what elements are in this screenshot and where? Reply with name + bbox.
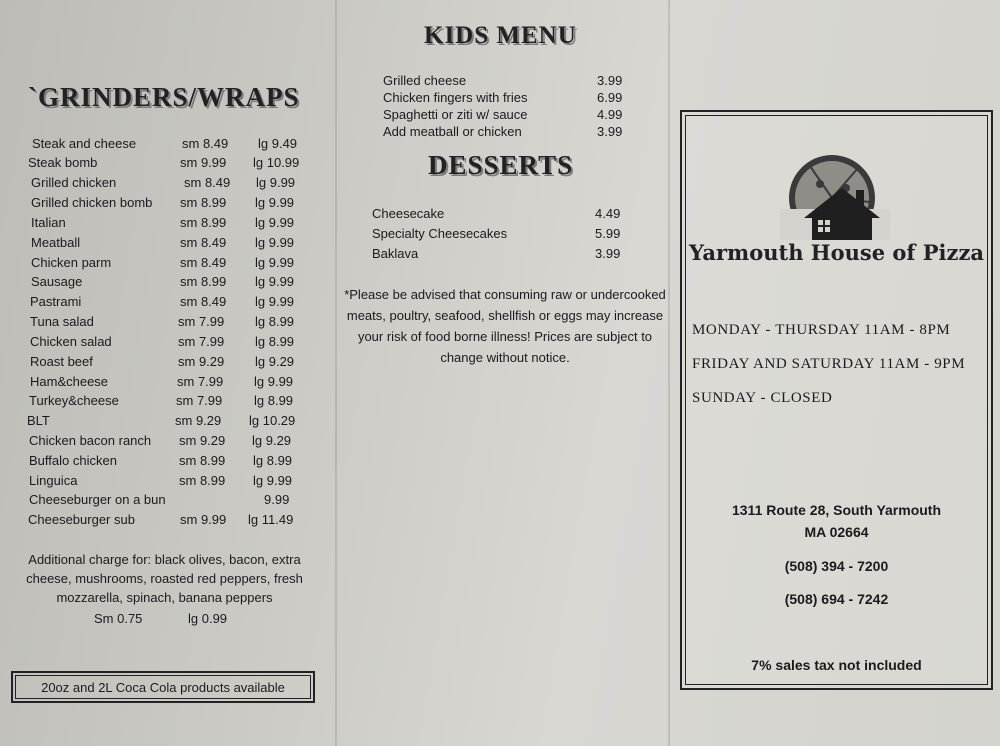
food-safety-notice: *Please be advised that consuming raw or undercooked meats, poultry, seafood, shellfish or eggs may increase your risk of food borne illness! Prices are subject to change without notice. xyxy=(344,287,666,365)
phone-1: (508) 394 - 7200 xyxy=(784,558,889,574)
hours-weekday: MONDAY - THURSDAY 11AM - 8PM xyxy=(692,322,951,338)
house-pizza-logo-icon xyxy=(780,154,890,240)
sales-tax-note: 7% sales tax not included xyxy=(751,657,922,673)
kids-menu-title: KIDS MENU xyxy=(424,22,577,49)
phone-2: (508) 694 - 7242 xyxy=(784,591,889,607)
drinks-note: 20oz and 2L Coca Cola products available xyxy=(41,679,285,695)
fold-line-left xyxy=(335,0,337,746)
additional-charge-sm: Sm 0.75 xyxy=(94,611,143,626)
business-name: Yarmouth House of Pizza xyxy=(689,240,984,265)
business-info-box xyxy=(680,110,993,690)
hours-sunday: SUNDAY - CLOSED xyxy=(692,390,833,406)
hours-friday-saturday: FRIDAY AND SATURDAY 11AM - 9PM xyxy=(692,356,966,372)
drinks-note-box xyxy=(11,671,315,703)
additional-charge-text: Additional charge for: black olives, bacon, extra cheese, mushrooms, roasted red peppers, fresh mozzarella, spinach, banana peppers xyxy=(26,552,303,605)
address-line1: 1311 Route 28, South Yarmouth xyxy=(731,502,942,518)
additional-charge-lg: lg 0.99 xyxy=(188,611,228,626)
grinders-title: `GRINDERS/WRAPS xyxy=(28,82,300,112)
desserts-title: DESSERTS xyxy=(428,150,574,180)
fold-line-right xyxy=(668,0,670,746)
address-line2: MA 02664 xyxy=(804,524,869,540)
